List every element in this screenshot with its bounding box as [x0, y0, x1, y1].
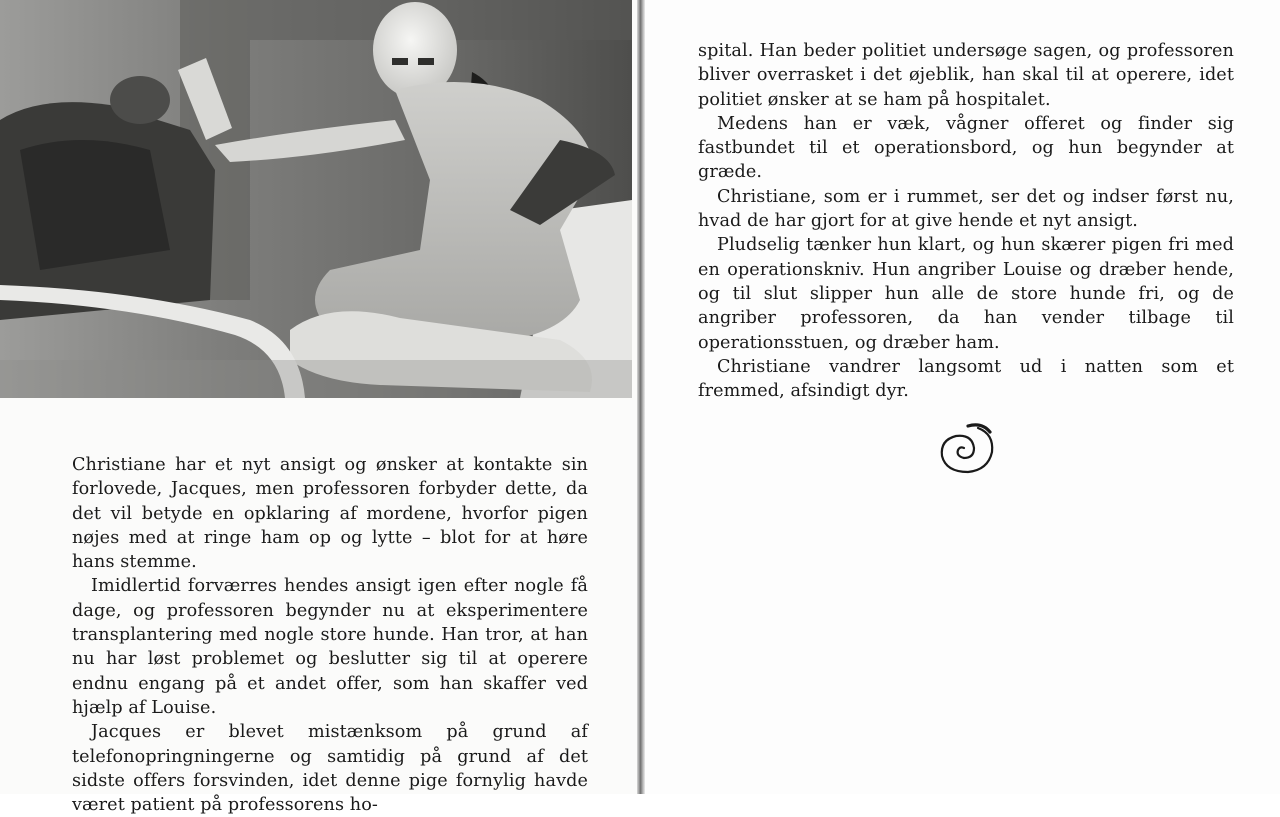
- paragraph: spital. Han beder politiet undersøge sagen, og professoren bliver overrasket i det øjeblik, han skal til at operere, idet politiet ønsker at se ham på hospitalet.: [698, 41, 1234, 110]
- left-page-text: [72, 453, 588, 817]
- left-page: [0, 0, 640, 816]
- right-page-text: [698, 39, 1234, 403]
- book-gutter: [637, 0, 645, 794]
- paragraph: Christiane vandrer langsomt ud i natten som et fremmed, afsindigt dyr.: [698, 356, 1234, 402]
- paragraph: Imidlertid forværres hendes ansigt igen efter nogle få dage, og professoren begynder nu at eksperimentere transplantering med nogle store hunde. Han tror, at han nu har løst problemet og beslutter sig til at operere endnu engang på et andet offer, som han skaffer ved hjælp af Louise.: [72, 576, 588, 718]
- photo-illustration: [0, 0, 632, 398]
- paragraph: Pludselig tænker hun klart, og hun skærer pigen fri med en operationskniv. Hun angriber Louise og dræber hende, og til slut slipper hun alle de store hunde fri, og de angriber professoren, da han vender tilbage til operationsstuen, og dræber ham.: [698, 235, 1234, 353]
- spiral-ornament-icon: [938, 420, 998, 478]
- paragraph: Christiane, som er i rummet, ser det og indser først nu, hvad de har gjort for at give hende et nyt ansigt.: [698, 186, 1234, 232]
- paragraph: Christiane har et nyt ansigt og ønsker at kontakte sin forlovede, Jacques, men professoren forbyder dette, da det vil betyde en opklaring af mordene, hvorfor pigen nøjes med at ringe ham op og lytte – blot for at høre hans stemme.: [72, 455, 588, 573]
- paragraph: Jacques er blevet mistænksom på grund af telefonopringningerne og samtidig på grund af det sidste offers forsvinden, idet denne pige fornylig havde været patient på professorens ho-: [72, 722, 588, 816]
- paragraph: Medens han er væk, vågner offeret og finder sig fastbundet til et operationsbord, og hun begynder at græde.: [698, 113, 1234, 183]
- film-still-photo: [0, 0, 632, 398]
